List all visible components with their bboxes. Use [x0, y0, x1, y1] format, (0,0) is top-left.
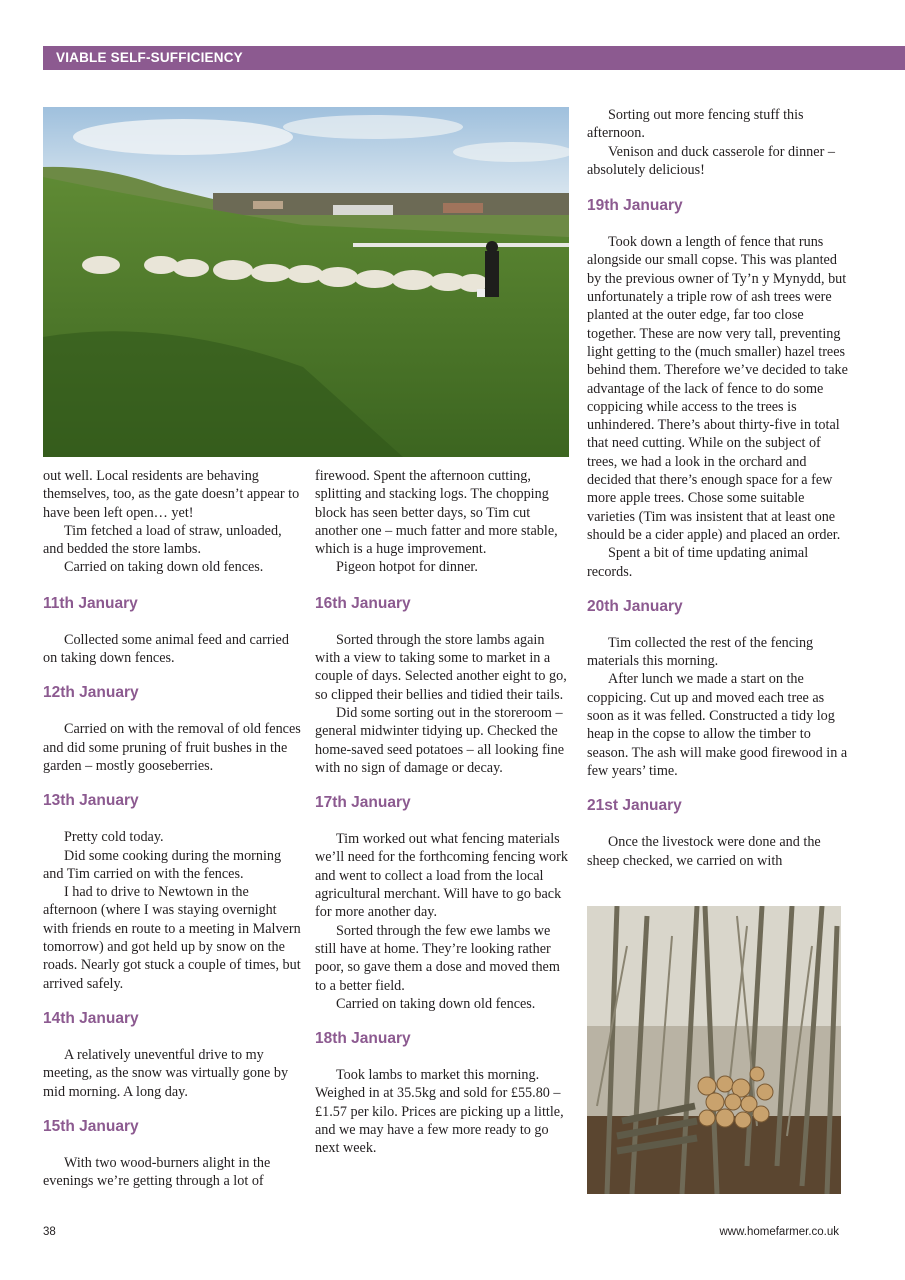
paragraph: Pigeon hotpot for dinner. — [336, 559, 478, 576]
paragraph: firewood. Spent the afternoon cutting, splitting and stacking logs. The chopping block has seen better days, so Tim cut another one – much fatter and more stable, which is a huge improvement. — [315, 468, 558, 558]
section-banner — [43, 46, 905, 70]
date-heading: 21st January — [587, 797, 682, 815]
paragraph: Sorting out more fencing stuff this afternoon. — [587, 107, 804, 142]
date-heading: 20th January — [587, 597, 683, 615]
section-title: VIABLE SELF-SUFFICIENCY — [56, 50, 243, 65]
date-heading: 14th January — [43, 1009, 139, 1027]
paragraph: Venison and duck casserole for dinner – absolutely delicious! — [587, 143, 835, 178]
date-heading: 15th January — [43, 1117, 139, 1135]
paragraph: Took lambs to market this morning. Weighed in at 35.5kg and sold for £55.80 – £1.57 per kilo. Prices are picking up a little, and we may have a few more ready to go next week. — [315, 1067, 564, 1157]
paragraph: After lunch we made a start on the coppicing. Cut up and moved each tree as soon as it was felled. Constructed a tidy log heap in the copse to allow the timber to season. The ash will make good firewood in a few years’ time. — [587, 671, 848, 779]
paragraph: Once the livestock were done and the sheep checked, we carried on with — [587, 834, 821, 869]
date-heading: 17th January — [315, 794, 411, 812]
paragraph: Collected some animal feed and carried on taking down fences. — [43, 631, 289, 667]
paragraph: out well. Local residents are behaving themselves, too, as the gate doesn’t appear to have been left open… yet! — [43, 468, 300, 521]
column-1 — [43, 467, 301, 1190]
footer-url: www.homefarmer.co.uk — [719, 1226, 839, 1238]
log-pile-photo — [587, 906, 841, 1194]
paragraph: With two wood-burners alight in the evenings we’re getting through a lot of — [43, 1154, 271, 1190]
paragraph: Carried on with the removal of old fences and did some pruning of fruit bushes in the garden – mostly gooseberries. — [43, 721, 301, 774]
date-heading: 13th January — [43, 792, 139, 810]
paragraph: Spent a bit of time updating animal records. — [587, 545, 809, 580]
paragraph: Took down a length of fence that runs alongside our small copse. This was planted by the previous owner of Ty’n y Mynydd, but unfortunately a triple row of ash trees were planted at the outer edge, far too close together. These are now very tall, preventing light getting to the (much smaller) hazel trees behind them. Therefore we’ve decided to take advantage of the lack of fence to do some coppicing while access to the trees is unhindered. There’s about thirty-five in total that need cutting. While on the subject of trees, we had a look in the orchard and decided that there’s enough space for a few more apple trees. Chose some suitable varieties (Tim was insistent that at least one should be a cider apple) and placed an order. — [587, 234, 848, 543]
paragraph: Pretty cold today. — [64, 829, 164, 846]
date-heading: 11th January — [43, 594, 138, 612]
sheep-field-photo — [43, 107, 569, 457]
paragraph: Tim worked out what fencing materials we’ll need for the forthcoming fencing work and went to collect a load from the local agricultural merchant. Will have to go back for more another day. — [315, 831, 568, 921]
paragraph: Tim fetched a load of straw, unloaded, and bedded the store lambs. — [43, 522, 282, 558]
date-heading: 12th January — [43, 684, 139, 702]
paragraph: Sorted through the few ewe lambs we still have at home. They’re looking rather poor, so gave them a dose and moved them to a better field. — [315, 922, 560, 994]
paragraph: Did some sorting out in the storeroom – general midwinter tidying up. Checked the home-saved seed potatoes – all looking fine with no sign of damage or decay. — [315, 704, 565, 776]
column-3 — [587, 106, 849, 870]
paragraph: A relatively uneventful drive to my meeting, as the snow was virtually gone by mid morning. A long day. — [43, 1046, 289, 1100]
paragraph: Tim collected the rest of the fencing materials this morning. — [587, 634, 814, 670]
date-heading: 19th January — [587, 197, 683, 215]
date-heading: 18th January — [315, 1030, 411, 1048]
paragraph: I had to drive to Newtown in the afternoon (where I was staying overnight with friends en route to a meeting in Malvern tomorrow) and got held up by snow on the roads. Nearly got stuck a couple of times, but arrived safely. — [43, 884, 301, 992]
paragraph: Did some cooking during the morning and Tim carried on with the fences. — [43, 847, 282, 882]
paragraph: Carried on taking down old fences. — [64, 559, 264, 576]
column-2 — [315, 467, 573, 1158]
page-number: 38 — [43, 1226, 56, 1238]
paragraph: Sorted through the store lambs again with a view to taking some to market in a couple of days. Selected another eight to go, so clipped their bellies and tidied their tails. — [315, 631, 567, 703]
paragraph: Carried on taking down old fences. — [336, 995, 536, 1012]
date-heading: 16th January — [315, 594, 411, 612]
